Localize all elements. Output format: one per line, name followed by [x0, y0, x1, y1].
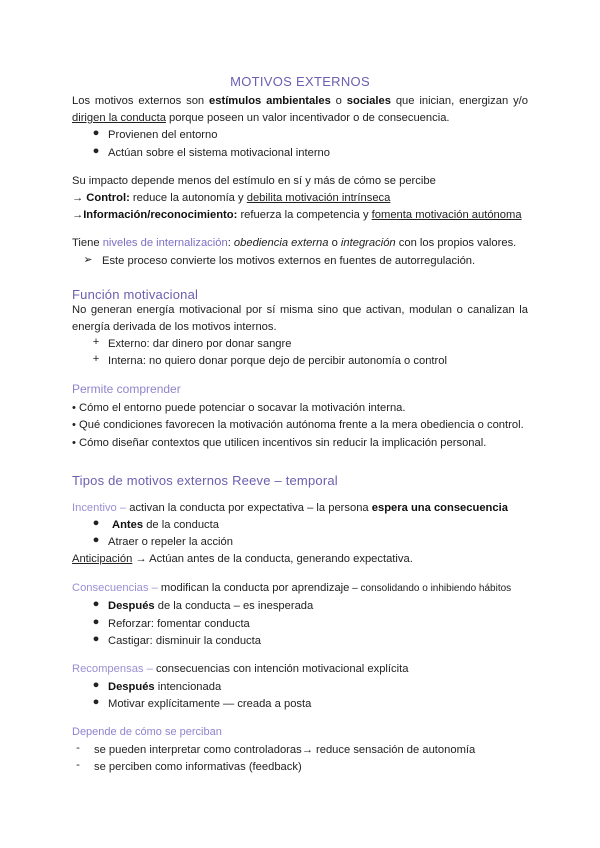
bold-text: Control: — [86, 192, 130, 204]
bullet-icon: ● — [92, 696, 100, 708]
recompensas-line — [72, 661, 528, 678]
list-item: • Cómo diseñar contextos que utilicen incentivos sin reducir la implicación personal. — [72, 437, 487, 449]
bullet-icon: ● — [92, 517, 100, 529]
list-item: Interna: no quiero donar porque dejo de percibir autonomía o control — [108, 355, 447, 367]
text: intencionada — [154, 681, 222, 693]
list-item: Castigar: disminuir la conducta — [108, 635, 261, 647]
subheading: Consecuencias – — [72, 582, 158, 594]
text: o — [330, 95, 347, 107]
plus-icon: + — [92, 336, 100, 348]
bold-text: sociales — [346, 95, 391, 107]
anticipacion-line — [72, 551, 528, 568]
bullet-icon: ● — [92, 145, 100, 157]
arrowhead-icon: ➢ — [83, 254, 93, 266]
list-item: Este proceso convierte los motivos externos en fuentes de autorregulación. — [102, 255, 476, 267]
consecuencias-line — [72, 580, 528, 597]
underlined-text: debilita motivación intrínseca — [246, 192, 391, 204]
internalization-line — [72, 235, 528, 252]
underlined-text: fomenta motivación autónoma — [371, 209, 522, 221]
underlined-text: dirigen la conducta — [72, 112, 166, 124]
list-item: Actúan sobre el sistema motivacional interno — [108, 147, 330, 159]
text: que inician, energizan y/o — [390, 95, 528, 107]
list-item — [112, 517, 528, 534]
text: Tiene — [72, 237, 103, 249]
small-text: – consolidando o inhibiendo hábitos — [349, 583, 512, 594]
bold-text: espera una consecuencia — [371, 502, 508, 514]
bullet-icon: ● — [92, 127, 100, 139]
highlight-text: niveles de internalización — [102, 237, 228, 249]
incentivo-line — [72, 500, 528, 517]
list-item: se perciben como informativas (feedback) — [94, 761, 302, 773]
subheading: Incentivo – — [72, 502, 127, 514]
text: refuerza la competencia y — [237, 209, 372, 221]
text: reduce la autonomía y — [129, 192, 247, 204]
arrow-icon: → — [72, 192, 87, 204]
text: consecuencias con intención motivacional explícita — [152, 663, 409, 675]
subheading: Recompensas – — [72, 663, 153, 675]
text: Los motivos externos son — [72, 95, 210, 107]
list-item: • Qué condiciones favorecen la motivación autónoma frente a la mera obediencia o control. — [72, 419, 524, 431]
bold-text: estímulos ambientales — [209, 95, 331, 107]
text: modifican la conducta por aprendizaje — [157, 582, 350, 594]
bullet-icon: ● — [92, 633, 100, 645]
text: de la conducta — [143, 519, 219, 531]
dash-icon: - — [76, 742, 80, 754]
text: activan la conducta por expectativa – la persona — [126, 502, 372, 514]
dash-icon: - — [76, 759, 80, 771]
section-heading-tipos: Tipos de motivos externos Reeve – temporal — [72, 473, 338, 488]
underlined-text: Anticipación — [72, 553, 133, 565]
impact-line: Su impacto depende menos del estímulo en sí y más de cómo se percibe — [72, 175, 436, 187]
list-item: Provienen del entorno — [108, 129, 218, 141]
list-item: Atraer o repeler la acción — [108, 536, 233, 548]
text: : — [227, 237, 234, 249]
text: de la conducta – es inesperada — [154, 600, 314, 612]
bullet-icon: ● — [92, 598, 100, 610]
arrow-icon: → — [72, 209, 84, 221]
control-line — [72, 190, 528, 207]
bold-text: Después — [108, 600, 155, 612]
funcion-paragraph: No generan energía motivacional por sí misma sino que activan, modulan o canalizan la energía derivada de los motivos internos. — [72, 304, 528, 333]
text: porque poseen un valor incentivador o de consecuencia. — [165, 112, 450, 124]
info-line — [72, 207, 528, 224]
section-heading-depende: Depende de cómo se perciban — [72, 726, 222, 738]
list-item: Motivar explícitamente — creada a posta — [108, 698, 312, 710]
bold-text: Después — [108, 681, 155, 693]
list-item: Reforzar: fomentar conducta — [108, 618, 250, 630]
page-title: MOTIVOS EXTERNOS — [230, 74, 370, 89]
list-item — [108, 598, 528, 615]
intro-paragraph — [72, 93, 528, 127]
bold-text: Información/reconocimiento: — [83, 209, 238, 221]
text: o — [328, 237, 341, 249]
list-item — [108, 679, 528, 696]
bold-text: Antes — [112, 519, 144, 531]
text: → Actúan antes de la conducta, generando expectativa. — [132, 553, 413, 565]
plus-icon: + — [92, 353, 100, 365]
section-heading-funcion: Función motivacional — [72, 287, 199, 302]
italic-text: integración — [340, 237, 396, 249]
list-item: Externo: dar dinero por donar sangre — [108, 338, 292, 350]
text: con los propios valores. — [395, 237, 517, 249]
list-item: se pueden interpretar como controladoras→ reduce sensación de autonomía — [94, 744, 476, 756]
list-item: • Cómo el entorno puede potenciar o socavar la motivación interna. — [72, 402, 406, 414]
italic-text: obediencia externa — [233, 237, 329, 249]
section-heading-permite: Permite comprender — [72, 382, 181, 396]
bullet-icon: ● — [92, 534, 100, 546]
bullet-icon: ● — [92, 616, 100, 628]
bullet-icon: ● — [92, 679, 100, 691]
